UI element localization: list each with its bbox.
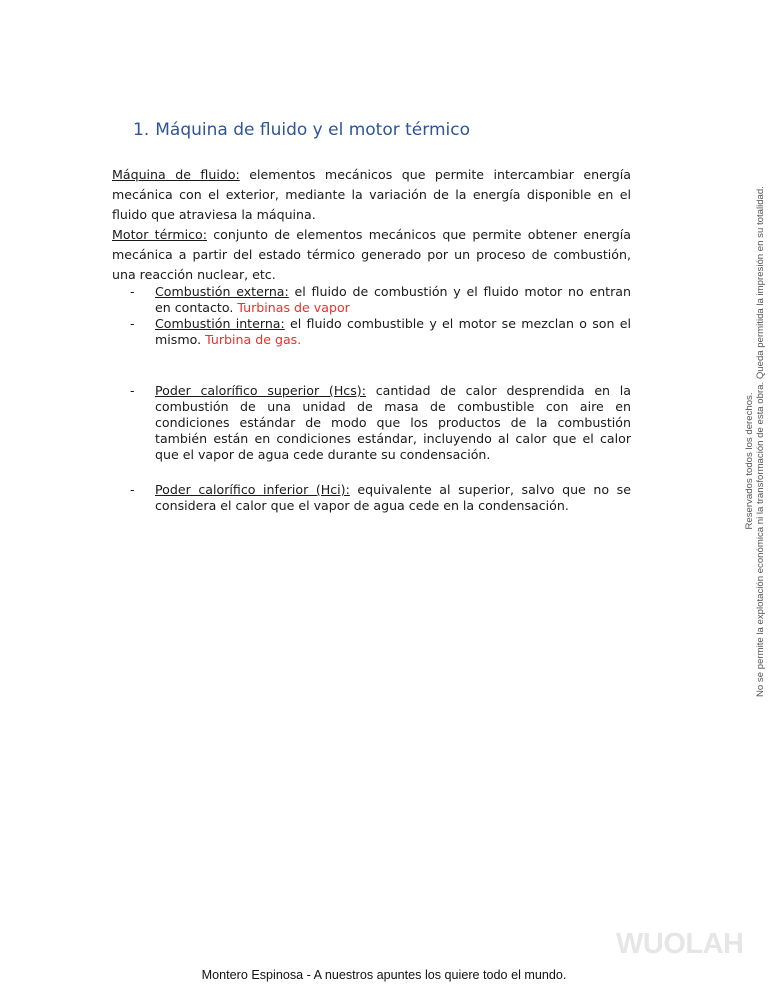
bullet-dash: - xyxy=(130,383,135,398)
list-item xyxy=(112,284,631,316)
footer-text: Montero Espinosa - A nuestros apuntes los quiere todo el mundo. xyxy=(201,968,567,982)
term-heat-engine: Motor térmico: xyxy=(112,227,207,242)
wuolah-logo: WUOLAH xyxy=(616,928,744,960)
section-title: Máquina de fluido y el motor térmico xyxy=(155,120,470,140)
bullet-dash: - xyxy=(130,284,135,299)
calorific-list xyxy=(112,383,631,463)
term-external-combustion: Combustión externa: xyxy=(155,284,289,299)
calorific-list-2 xyxy=(112,482,631,514)
term-internal-combustion: Combustión interna: xyxy=(155,316,285,331)
example-internal-combustion: Turbina de gas. xyxy=(205,332,302,347)
definition-heat-engine: conjunto de elementos mecánicos que permite obtener energía mecánica a partir del estado térmico generado por un proceso de combustión, una reacción nuclear, etc. xyxy=(112,227,631,282)
paragraph-fluid-machine xyxy=(112,165,631,225)
combustion-list xyxy=(112,284,631,348)
bullet-dash: - xyxy=(130,482,135,497)
list-item xyxy=(112,316,631,348)
list-item xyxy=(112,482,631,514)
definition-internal-combustion: el fluido combustible y el motor se mezclan o son el mismo. xyxy=(155,316,631,347)
watermark-text xyxy=(744,186,766,697)
term-hci: Poder calorífico inferior (Hci): xyxy=(155,482,350,497)
definition-fluid-machine: elementos mecánicos que permite intercambiar energía mecánica con el exterior, mediante la variación de la energía disponible en el fluido que atraviesa la máquina. xyxy=(112,167,631,222)
bullet-dash: - xyxy=(130,316,135,331)
example-external-combustion: Turbinas de vapor xyxy=(237,300,350,315)
definition-external-combustion: el fluido de combustión y el fluido motor no entran en contacto. xyxy=(155,284,631,315)
section-number: 1. xyxy=(133,120,150,140)
watermark-line-rights: Reservados todos los derechos. xyxy=(744,392,755,530)
term-hcs: Poder calorífico superior (Hcs): xyxy=(155,383,366,398)
paragraph-heat-engine xyxy=(112,225,631,285)
watermark-line-notice: No se permite la explotación económica ni la transformación de esta obra. Queda permitida la impresión en su totalidad. xyxy=(755,186,766,697)
definition-hci: equivalente al superior, salvo que no se considera el calor que el vapor de agua cede en la condensación. xyxy=(155,482,631,513)
section-heading xyxy=(133,120,470,140)
copyright-watermark xyxy=(740,186,768,725)
list-item xyxy=(112,383,631,463)
definition-hcs: cantidad de calor desprendida en la combustión de una unidad de masa de combustible con aire en condiciones estándar de modo que los productos de la combustión también están en condiciones estándar, incluyendo al calor que el calor que el vapor de agua cede durante su condensación. xyxy=(155,383,631,462)
term-fluid-machine: Máquina de fluido: xyxy=(112,167,240,182)
